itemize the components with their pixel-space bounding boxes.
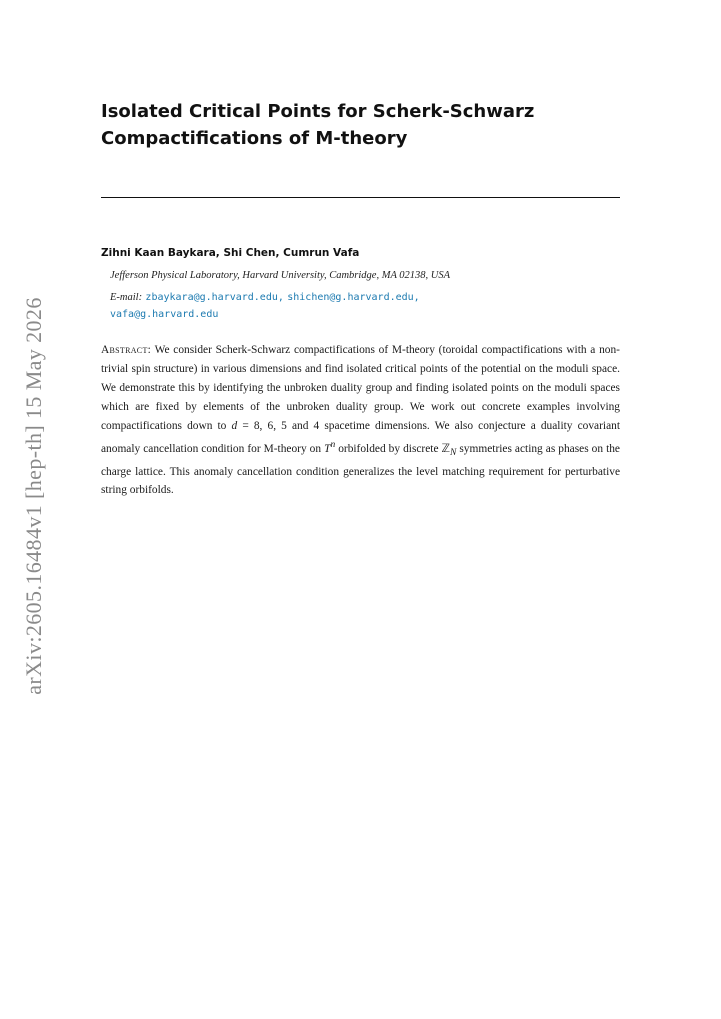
abstract-text-2: and 4 spacetime dimensions. We also conjecture a duality covariant anomaly cancellation condition for M-theory on	[101, 419, 620, 455]
abstract-math-z: ℤ	[441, 442, 451, 455]
abstract-text-1: We consider Scherk-Schwarz compactifications of M-theory (toroidal compactifications with a non-trivial spin structure) in various dimensions and find isolated critical points of the potential on the moduli space. We demonstrate this by identifying the unbroken duality group and finding isolated points on the moduli spaces which are fixed by elements of the unbroken duality group. We work out concrete examples involving compactifications down to	[101, 344, 620, 432]
email-link-vafa[interactable]: vafa@g.harvard.edu	[110, 309, 219, 320]
arxiv-identifier-stamp: arXiv:2605.16484v1 [hep-th] 15 May 2026	[21, 297, 46, 695]
email-block	[110, 289, 610, 323]
abstract-math-torus: T	[324, 442, 331, 455]
author-list: Zihni Kaan Baykara, Shi Chen, Cumrun Vafa	[101, 247, 360, 259]
email-link-chen[interactable]: shichen@g.harvard.edu,	[287, 292, 420, 303]
email-label: E-mail:	[110, 292, 143, 303]
abstract	[101, 341, 620, 500]
abstract-text-4: symmetries acting as phases on the charge lattice. This anomaly cancellation condition generalizes the level matching requirement for perturbative string orbifolds.	[101, 442, 620, 497]
title-divider	[101, 197, 620, 198]
paper-title	[101, 98, 561, 152]
paper-title-line-2: Compactifications of M-theory	[101, 128, 408, 149]
abstract-math-d-values: = 8, 6, 5	[237, 419, 287, 432]
abstract-math-torus-exponent: n	[330, 439, 336, 450]
paper-title-line-1: Isolated Critical Points for Scherk-Schwarz	[101, 101, 535, 122]
email-link-baykara[interactable]: zbaykara@g.harvard.edu,	[145, 292, 284, 303]
abstract-math-d: d	[231, 419, 238, 432]
abstract-heading: Abstract:	[101, 344, 152, 356]
abstract-math-z-subscript: N	[450, 447, 457, 458]
abstract-text-3: orbifolded by discrete	[335, 442, 442, 455]
affiliation: Jefferson Physical Laboratory, Harvard University, Cambridge, MA 02138, USA	[110, 270, 451, 281]
